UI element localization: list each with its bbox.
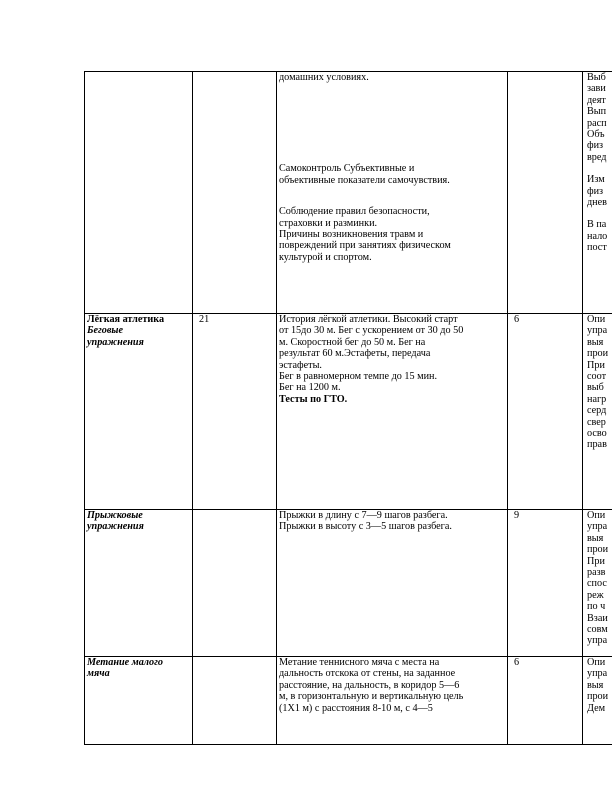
section-cell [85,314,193,510]
activity-line: серд [587,405,607,417]
content-line: страховки и разминки. [279,217,378,229]
activity-line: свер [587,416,606,428]
activity-line: Опи [587,314,606,325]
content-line: Прыжки в длину с 7—9 шагов разбега. [279,510,448,521]
count-value: 9 [514,510,520,521]
count-cell [508,314,583,510]
activity-line: упра [587,668,608,680]
content-line: м, в горизонтальную и вертикальную цель [279,691,464,703]
content-line: (1Х1 м) с расстояния 8-10 м, с 4—5 [279,702,433,714]
content-line: Прыжки в высоту с 3—5 шагов разбега. [279,521,452,533]
activity-line: выя [587,679,604,691]
table-row [85,314,612,510]
activity-line: спос [587,578,607,590]
activities-cell [583,314,612,510]
section-subtitle: Прыжковые [87,510,143,521]
content-line: эстафеты. [279,359,322,371]
content-line-bold: Тесты по ГТО. [279,393,348,405]
content-line: м. Скоростной бег до 50 м. Бег на [279,336,426,348]
activity-line: расп [587,117,607,129]
activity-line: физ [587,140,604,152]
section-subtitle: упражнения [87,336,144,348]
table-row [85,657,612,745]
activity-line: пост [587,242,607,254]
content-cell [277,510,508,657]
activity-line: В па [587,219,607,231]
section-cell [85,510,193,657]
count-value: 6 [514,314,520,325]
activity-line: вред [587,151,607,163]
content-line: История лёгкой атлетики. Высокий старт [279,314,458,325]
section-title: Лёгкая атлетика [87,314,165,325]
activity-line: днев [587,197,607,209]
activity-line: упра [587,521,608,533]
content-line: повреждений при занятиях физическом [279,240,451,252]
activity-line: зави [587,83,606,95]
content-line: Соблюдение правил безопасности, [279,206,430,218]
content-cell [277,72,508,314]
activity-line: нало [587,230,608,242]
activity-line: Опи [587,510,606,521]
section-subtitle: упражнения [87,521,144,533]
activity-line: Выб [587,72,606,83]
hours-cell [193,72,277,314]
section-subtitle: мяча [87,668,110,680]
activity-line: прои [587,544,609,556]
content-line: культурой и спортом. [279,251,372,263]
activity-line: осво [587,428,607,440]
activity-line: При [587,555,605,567]
hours-cell [193,314,277,510]
activity-line: Опи [587,657,606,668]
activity-line: прои [587,348,609,360]
count-value: 6 [514,657,520,668]
content-line: результат 60 м.Эстафеты, передача [279,348,431,360]
activity-line: прои [587,691,609,703]
activity-line: Объ [587,129,605,141]
section-cell [85,657,193,745]
activities-cell [583,72,612,314]
hours-value: 21 [199,314,210,325]
activity-line: реж [587,589,604,601]
content-line: Бег в равномерном темпе до 15 мин. [279,371,438,383]
activity-line: разв [587,567,606,579]
content-line: Бег на 1200 м. [279,382,341,394]
activity-line: упра [587,325,608,337]
activity-line: выя [587,532,604,544]
activity-line: прав [587,439,607,451]
content-line: дальность отскока от стены, на заданное [279,668,456,680]
activities-cell [583,510,612,657]
count-cell [508,657,583,745]
activity-line: нагр [587,393,607,405]
activity-line: деят [587,94,606,106]
activity-line: Дем [587,702,606,714]
content-line: объективные показатели самочувствия. [279,174,450,186]
hours-cell [193,510,277,657]
activity-line: При [587,359,605,371]
content-line: от 15до 30 м. Бег с ускорением от 30 до 50 [279,325,464,337]
content-line: домашних условиях. [279,72,369,83]
section-cell [85,72,193,314]
section-subtitle: Беговые [87,325,123,337]
activity-line: Изм [587,174,605,186]
activity-line: упра [587,635,608,647]
activity-line: совм [587,624,608,636]
activity-line: Взаи [587,612,608,624]
content-cell [277,657,508,745]
activity-line: физ [587,185,604,197]
count-cell [508,72,583,314]
content-line: Самоконтроль Субъективные и [279,163,415,175]
content-line: Метание теннисного мяча с места на [279,657,440,668]
activity-line: по ч [587,601,606,613]
activity-line: соот [587,371,607,383]
content-line: расстояние, на дальность, в коридор 5—6 [279,679,460,691]
hours-cell [193,657,277,745]
activity-line: выб [587,382,604,394]
section-subtitle: Метание малого [87,657,163,668]
activity-line: Вып [587,106,607,118]
table-row [85,72,612,314]
curriculum-table [84,71,612,745]
activity-line: выя [587,336,604,348]
table-row [85,510,612,657]
content-line: Причины возникновения травм и [279,229,424,241]
content-cell [277,314,508,510]
activities-cell [583,657,612,745]
count-cell [508,510,583,657]
